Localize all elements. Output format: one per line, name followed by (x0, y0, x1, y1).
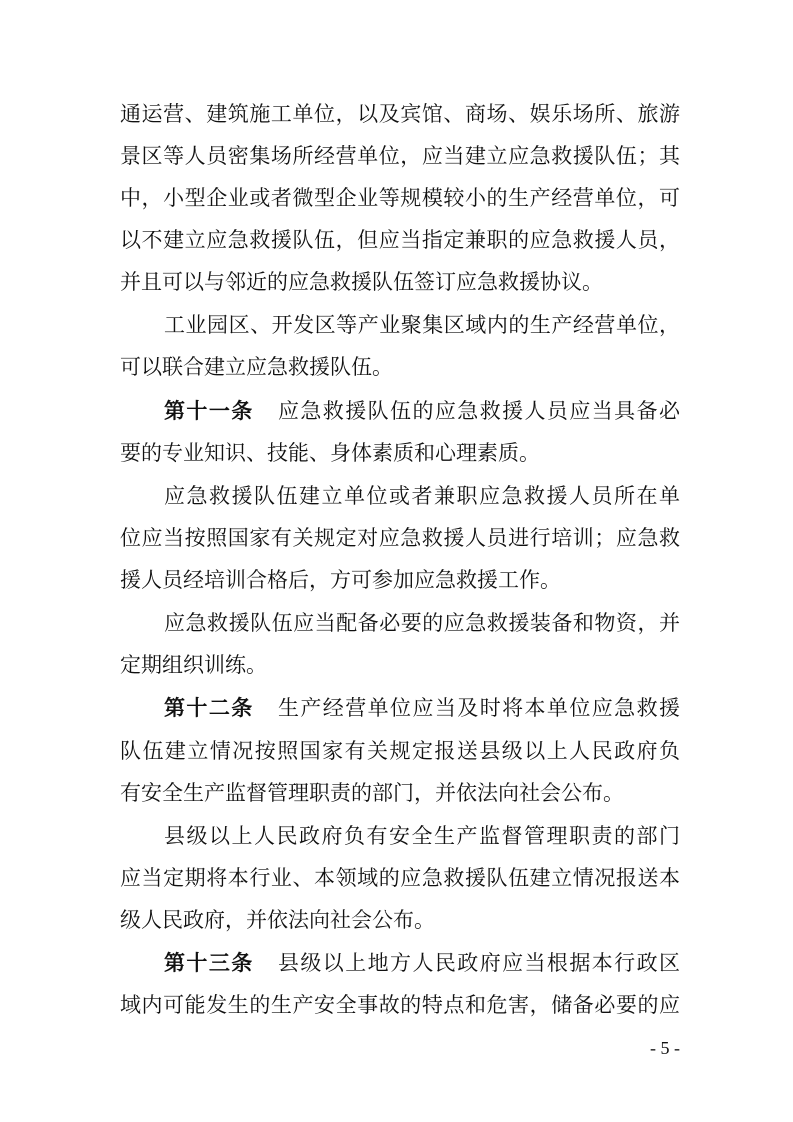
paragraph-line: 位应当按照国家有关规定对应急救援人员进行培训；应急救 (120, 526, 680, 550)
paragraph-line: 通运营、建筑施工单位，以及宾馆、商场、娱乐场所、旅游 (120, 102, 680, 126)
paragraph-line: 并且可以与邻近的应急救援队伍签订应急救援协议。 (120, 270, 603, 294)
article-heading: 第十三条 (164, 951, 254, 975)
paragraph-text: 县级以上地方人民政府应当根据本行政区 (277, 951, 681, 975)
paragraph-line: 景区等人员密集场所经营单位，应当建立应急救援队伍；其 (120, 144, 680, 168)
paragraph-line: 级人民政府，并依法向社会公布。 (120, 908, 435, 932)
paragraph-line: 以不建立应急救援队伍，但应当指定兼职的应急救援人员， (120, 228, 680, 252)
paragraph-line: 应急救援队伍应当配备必要的应急救援装备和物资，并 (164, 611, 680, 635)
article-first-line (164, 694, 680, 722)
article-heading: 第十二条 (164, 696, 254, 720)
paragraph-line: 队伍建立情况按照国家有关规定报送县级以上人民政府负 (120, 739, 680, 763)
article-first-line (164, 397, 680, 425)
paragraph-line: 有安全生产监督管理职责的部门，并依法向社会公布。 (120, 781, 624, 805)
paragraph-line: 中，小型企业或者微型企业等规模较小的生产经营单位，可 (120, 186, 680, 210)
paragraph-line: 域内可能发生的生产安全事故的特点和危害，储备必要的应 (120, 993, 680, 1017)
paragraph-line: 应急救援队伍建立单位或者兼职应急救援人员所在单 (164, 484, 680, 508)
paragraph-text: 生产经营单位应当及时将本单位应急救援 (277, 696, 681, 720)
paragraph-line: 可以联合建立应急救援队伍。 (120, 355, 393, 379)
article-first-line (164, 949, 680, 977)
paragraph-line: 定期组织训练。 (120, 653, 267, 677)
paragraph-line: 援人员经培训合格后，方可参加应急救援工作。 (120, 568, 561, 592)
paragraph-line: 要的专业知识、技能、身体素质和心理素质。 (120, 441, 540, 465)
paragraph-line: 应当定期将本行业、本领域的应急救援队伍建立情况报送本 (120, 866, 680, 890)
paragraph-text: 应急救援队伍的应急救援人员应当具备必 (277, 399, 681, 423)
page-number: - 5 - (650, 1038, 680, 1058)
paragraph-line: 工业园区、开发区等产业聚集区域内的生产经营单位， (164, 313, 680, 337)
paragraph-line: 县级以上人民政府负有安全生产监督管理职责的部门 (164, 824, 680, 848)
article-heading: 第十一条 (164, 399, 254, 423)
